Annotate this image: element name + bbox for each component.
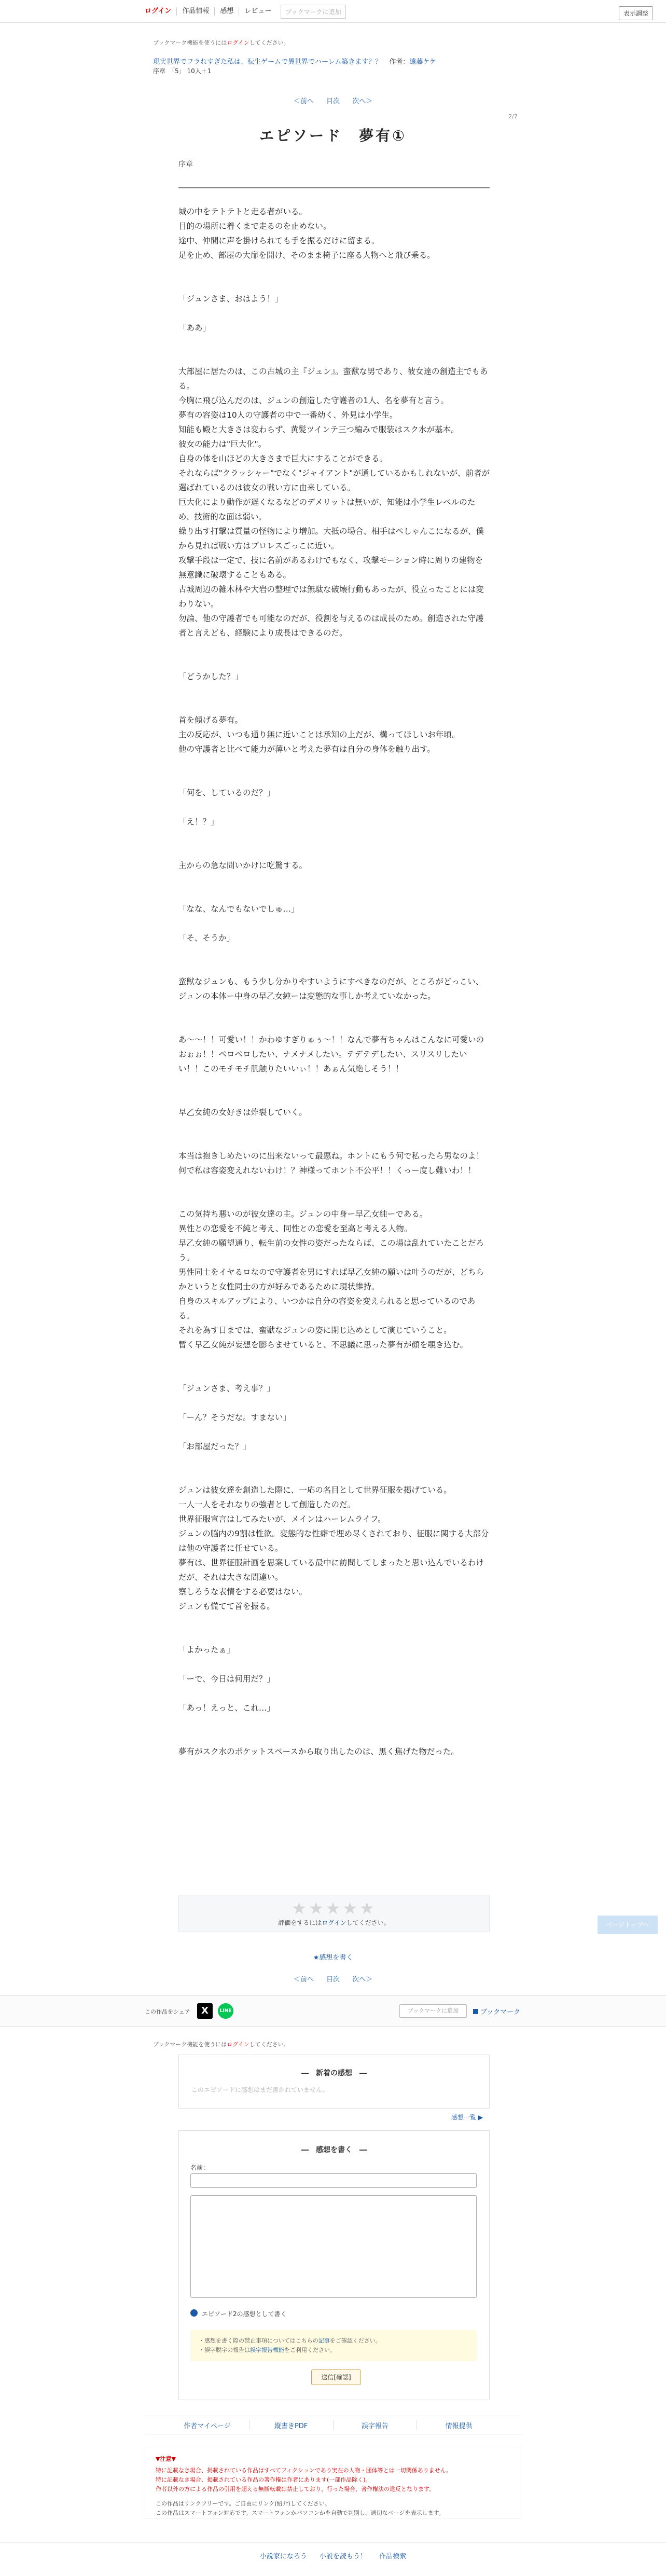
novel-line bbox=[178, 1367, 490, 1381]
novel-line: 暫く早乙女純が妄想を膨らませていると、不思議に思った夢有が顔を覗き込む。 bbox=[178, 1340, 468, 1349]
novel-line: 「ジュンさま、おはよう！」 bbox=[178, 294, 283, 304]
novel-line: 早乙女純の女好きは炸裂していく。 bbox=[178, 1108, 307, 1117]
novel-line: 知能も殿と大きさは変わらず、黄髪ツインテ三つ編みで服装はスク水が基本。 bbox=[178, 425, 459, 434]
header-inner bbox=[145, 4, 653, 20]
nav-work-info[interactable]: 作品情報 bbox=[177, 7, 215, 16]
bookmark-add-button[interactable]: ブックマークに追加 bbox=[399, 2004, 467, 2018]
caution-info-line: この作品はリンクフリーです。ご自由にリンク(紹介)してください。 bbox=[156, 2500, 330, 2507]
novel-line bbox=[178, 945, 490, 960]
novel-line bbox=[178, 887, 490, 902]
novel-line bbox=[178, 1134, 490, 1149]
bookmark-note-login-link-bottom[interactable]: ログイン bbox=[227, 2041, 249, 2048]
novel-line: 男性同士をイヤるロなので守護者を男にすれば早乙女純の願いは叶うのだが、どちらかというと女性同士の方が好みであるために現状維持。 bbox=[178, 1268, 484, 1291]
novel-line bbox=[178, 335, 490, 350]
series-title-link[interactable]: 現実世界でフラれすぎた私は、転生ゲームで異世界でハーレム築きます？？ bbox=[153, 58, 382, 66]
novel-line: あ〜〜！！可愛い！！かわゆすぎりゅぅ〜！！なんで夢有ちゃんはこんなに可愛いのおぉぉ！！ペロペロしたい、ナメナメしたい。テデテデしたい、スリスリしたいい！！このモチモチ肌触りたいいぃ！！あぁん気絶しそう！！ bbox=[178, 1035, 484, 1073]
novel-line bbox=[178, 1628, 490, 1643]
chapter-label: 序章 bbox=[178, 160, 193, 169]
novel-line: 「え！？」 bbox=[178, 817, 219, 826]
bookmark-icon bbox=[473, 2009, 478, 2014]
episode-title: エピソード 夢有① bbox=[259, 127, 407, 144]
title-divider bbox=[178, 187, 490, 188]
notice-line-2 bbox=[199, 2346, 468, 2355]
rating-box bbox=[178, 1895, 490, 1932]
caution-info-line: この作品はスマートフォン対応です。スマートフォンかパソコンかを自動で判別し、適切なページを表示します。 bbox=[156, 2510, 445, 2516]
novel-line: 主の反応が、いつも通り無に近いことは承知の上だが、構ってほしいお年頃。 bbox=[178, 730, 460, 739]
bookmark-note-suffix: してください。 bbox=[249, 39, 289, 46]
line-share-icon[interactable]: LINE bbox=[218, 2003, 233, 2019]
novel-line: 本当は抱きしめたいのに出来ないって最悪ね。ホントにもう何で私ったら男なのよ！何で私は容姿変えれないわけ！？神様ってホント不公平！！くっー度し難いわ！！ bbox=[178, 1151, 484, 1175]
novel-line bbox=[178, 1454, 490, 1468]
notice-2-prefix: ・誤字脱字の報告は bbox=[199, 2347, 250, 2353]
novel-line: 城の中をテトテトと走る者がいる。 bbox=[178, 207, 308, 216]
novel-line: 「ーで、今日は何用だ？」 bbox=[178, 1674, 275, 1684]
notice-line-1 bbox=[199, 2336, 468, 2346]
prev-link-bottom[interactable]: ＜前へ bbox=[293, 1976, 314, 1983]
novel-line: 世界征服宣言はしてみたいが、メインはハーレムライフ。 bbox=[178, 1514, 386, 1524]
rating-stars[interactable]: ★★★★★ bbox=[292, 1898, 377, 1918]
notice-1-suffix: をご確認ください。 bbox=[329, 2337, 381, 2344]
name-input[interactable] bbox=[190, 2173, 477, 2188]
review-form-title: ― 感想を書く ― bbox=[301, 2146, 367, 2154]
new-impressions-empty: このエピソードに感想はまだ書かれていません。 bbox=[191, 2086, 329, 2093]
vertical-pdf-link[interactable]: 縦書きPDF bbox=[249, 2420, 334, 2430]
novel-line: 「お部屋だった？」 bbox=[178, 1442, 251, 1451]
nav-impressions[interactable]: 感想 bbox=[215, 7, 239, 16]
bookmark-note-login-link[interactable]: ログイン bbox=[227, 39, 249, 46]
next-link-bottom[interactable]: 次へ＞ bbox=[352, 1976, 373, 1983]
display-settings-button[interactable]: 表示調整 bbox=[619, 6, 653, 20]
share-bar bbox=[0, 1995, 666, 2027]
top-pager bbox=[0, 95, 666, 105]
name-label: 名前： bbox=[190, 2164, 210, 2171]
notice-2-suffix: をご利用ください。 bbox=[284, 2347, 336, 2353]
caution-head: ▼注意▼ bbox=[156, 2456, 176, 2462]
review-body-textarea[interactable] bbox=[190, 2195, 477, 2298]
info-report-link[interactable]: 情報提供 bbox=[445, 2422, 473, 2430]
novel-line bbox=[178, 1614, 490, 1628]
rating-login-link[interactable]: ログイン bbox=[322, 1919, 346, 1926]
novel-line: 彼女の能力は"巨大化"。 bbox=[178, 439, 267, 449]
site-header bbox=[0, 0, 666, 23]
novel-line: 夢有は、世界征服計画を思案している最中に訪問してしまったと思い込んでいるわけだが、それは大きな間違い。 bbox=[178, 1558, 484, 1582]
novel-line bbox=[178, 1396, 490, 1410]
prev-link[interactable]: ＜前へ bbox=[293, 98, 314, 105]
series-title-row bbox=[153, 56, 436, 66]
episode-review-radio[interactable] bbox=[190, 2309, 198, 2317]
bookmark-note-prefix-bottom: ブックマーク機能を使うには bbox=[153, 2041, 227, 2048]
novel-line: 自身のスキルアップにより、いつかは自分の容姿を変えられると思っているのである。 bbox=[178, 1297, 476, 1320]
novel-line bbox=[178, 1425, 490, 1439]
caution-line: 特に記載なき場合、掲載されている作品はすべてフィクションであり実在の人物・団体等とは一切関係ありません。 bbox=[156, 2467, 452, 2474]
novel-line bbox=[178, 1730, 490, 1744]
novel-line bbox=[178, 684, 490, 698]
novel-line: 夢有の容姿は10人の守護者の中で一番幼く、外見は小学生。 bbox=[178, 410, 398, 420]
novel-line bbox=[178, 1120, 490, 1134]
bookmark-link-label: ブックマーク bbox=[480, 2008, 521, 2016]
novel-line bbox=[178, 655, 490, 669]
novel-line: 攻撃手段は一定で、技に名前があるわけでもなく、攻撃モーション時に周りの建物を無意識に破壊することもある。 bbox=[178, 556, 483, 580]
novel-line bbox=[178, 1657, 490, 1672]
novel-line: 「ああ」 bbox=[178, 323, 211, 333]
novel-line: ジュンの脳内の9割は性欲。変態的な性癖で埋め尽くされており、征服に関する大部分は他の守護者に任せている。 bbox=[178, 1529, 489, 1553]
novel-line: 蛮獣なジュンも、もう少し分かりやすいようにすべきなのだが、ところがどっこい、ジュンの本体ー中身の早乙女純ーは変態的な事しか考えていなかった。 bbox=[178, 977, 484, 1001]
bookmark-login-note-bottom bbox=[153, 2040, 289, 2048]
novel-line: それならば"クラッシャー"でなく"ジャイアント"が通しているかもしれないが、前者が選ばれているのは彼女の戦い方に由来している。 bbox=[178, 469, 490, 492]
new-impressions-box bbox=[178, 2055, 490, 2109]
novel-line: 巨大化により動作が遅くなるなどのデメリットは無いが、知能は小学生レベルのため、技術的な面は弱い。 bbox=[178, 498, 476, 521]
novel-line: 「ーん？そうだな。すまない」 bbox=[178, 1413, 292, 1422]
bookmark-add-disabled-button[interactable]: ブックマークに追加 bbox=[281, 5, 345, 19]
rating-login-note bbox=[179, 1918, 489, 1927]
toc-link[interactable]: 目次 bbox=[326, 98, 340, 105]
novel-line: 大部屋に居たのは、この古城の主『ジュン』。蛮獣な男であり、彼女達の創造主でもある。 bbox=[178, 367, 488, 391]
novel-line bbox=[178, 1091, 490, 1105]
novel-line bbox=[178, 873, 490, 887]
novel-line: 目的の場所に着くまで走るのを止めない。 bbox=[178, 222, 331, 231]
novel-line: 繰り出す打撃は質量の怪物により増加。大抵の場合、相手はペしゃんこになるが、僕から見れば戦い方はプロレスごっこに近い。 bbox=[178, 527, 484, 550]
author-link[interactable]: 遠藤ケケ bbox=[409, 58, 436, 66]
novel-line bbox=[178, 829, 490, 844]
novel-line: 今胸に飛び込んだのは、ジュンの創造した守護者の1人、名を夢有と言う。 bbox=[178, 396, 449, 405]
bookmark-login-note bbox=[153, 38, 289, 47]
new-impressions-title: ― 新着の感想 ― bbox=[301, 2069, 367, 2077]
typo-report-link[interactable]: 誤字報告機能 bbox=[250, 2347, 284, 2353]
novel-line bbox=[178, 1003, 490, 1018]
rating-note-suffix: してください。 bbox=[346, 1919, 390, 1926]
rating-note-prefix: 評価をするには bbox=[278, 1919, 322, 1926]
yomou-link[interactable]: 小説を読もう！ bbox=[319, 2553, 367, 2560]
novel-line: 主からの急な問いかけに吃驚する。 bbox=[178, 861, 308, 870]
novel-line bbox=[178, 800, 490, 815]
novel-line bbox=[178, 306, 490, 321]
novel-line bbox=[178, 698, 490, 713]
caution-line: 作者以外の方による作品の引用を超える無断転載は禁止しており、行った場合、著作権法の違反となります。 bbox=[156, 2486, 435, 2492]
header-nav bbox=[145, 4, 653, 19]
novel-line bbox=[178, 1076, 490, 1091]
novel-line bbox=[178, 277, 490, 292]
novel-line: 早乙女純の願望通り、転生前の女性の姿だったならば、この場は乱れていたことだろう。 bbox=[178, 1238, 484, 1262]
bottom-pager bbox=[0, 1974, 666, 1983]
novel-line: 首を傾げる夢有。 bbox=[178, 715, 243, 725]
novel-line: 「ジュンさま、考え事？」 bbox=[178, 1384, 275, 1393]
novel-line: 他の守護者と比べて能力が薄いと考えた夢有は自分の身体を触り出す。 bbox=[178, 745, 435, 754]
novel-line bbox=[178, 771, 490, 786]
novel-line bbox=[178, 1686, 490, 1701]
notice-article-link[interactable]: 記事 bbox=[318, 2337, 330, 2344]
next-link[interactable]: 次へ＞ bbox=[352, 98, 373, 105]
novel-line: 「どうかした？」 bbox=[178, 672, 243, 681]
bottom-divider bbox=[0, 2542, 666, 2543]
caution-box bbox=[145, 2446, 521, 2518]
episode-review-label: エピソード2の感想として書く bbox=[202, 2310, 287, 2318]
novel-line: それを為す日までは、蛮獣なジュンの姿に閉じ込めとして演じていうこと。 bbox=[178, 1326, 452, 1335]
page-number: 2/7 bbox=[508, 113, 518, 120]
novel-line: 足を止め、部屋の大扉を開け、そのまま椅子に座る人物へと飛び乗る。 bbox=[178, 251, 435, 260]
novel-line: 自身の体を山ほどの大きさまで巨大にすることができる。 bbox=[178, 454, 388, 463]
novel-line bbox=[178, 350, 490, 364]
novel-line bbox=[178, 1468, 490, 1483]
typo-report-footer-link[interactable]: 誤字報告 bbox=[334, 2420, 418, 2430]
novel-body bbox=[178, 204, 490, 1759]
review-form bbox=[178, 2130, 490, 2400]
author-label: 作者： bbox=[389, 58, 410, 66]
bookmark-note-suffix-bottom: してください。 bbox=[249, 2041, 289, 2048]
bookmark-link[interactable] bbox=[473, 2006, 520, 2016]
novel-line: 「あっ！えっと、これ…」 bbox=[178, 1703, 275, 1713]
novel-line: 一人一人をそれなりの強者として創造したのだ。 bbox=[178, 1500, 356, 1509]
footer-links bbox=[145, 2416, 521, 2434]
notice-1-prefix: ・感想を書く際の禁止事項についてはこちらの bbox=[199, 2337, 318, 2344]
novel-line: 察しろうな表情をする必要はない。 bbox=[178, 1587, 308, 1596]
novel-line bbox=[178, 756, 490, 771]
novel-line bbox=[178, 1192, 490, 1207]
novel-line bbox=[178, 1178, 490, 1192]
review-notice bbox=[190, 2330, 477, 2361]
novel-line: 「何を、しているのだ？」 bbox=[178, 788, 275, 797]
novel-line: 「よかったぁ」 bbox=[178, 1645, 235, 1655]
novel-line: 夢有がスク水のポケットスペースから取り出したのは、黒く焦げた物だった。 bbox=[178, 1747, 459, 1756]
narou-link[interactable]: 小説家になろう bbox=[259, 2553, 307, 2560]
novel-line: この気持ち悪いのが彼女達の主。ジュンの中身ー早乙女純ーである。 bbox=[178, 1209, 428, 1219]
novel-line: 異性との恋愛を不純と考え、同性との恋愛を至高と考える人物。 bbox=[178, 1224, 412, 1233]
nav-reviews[interactable]: レビュー bbox=[244, 7, 272, 15]
novel-line bbox=[178, 916, 490, 931]
novel-line: 古城周辺の雑木林や大岩の整理では無駄な破壊行動もあったが、役立ったことには変わりない。 bbox=[178, 585, 484, 609]
novel-line bbox=[178, 1352, 490, 1367]
novel-line bbox=[178, 640, 490, 655]
novel-line: 勿論、他の守護者でも可能なのだが、役割を与えるのは成長のため。創造された守護者と言えども、経験により成長はできるのだ。 bbox=[178, 614, 484, 638]
novel-line: 途中、仲間に声を掛けられても手を振るだけに留まる。 bbox=[178, 236, 380, 245]
novel-line bbox=[178, 263, 490, 277]
novel-line: 「そ、そうか」 bbox=[178, 933, 235, 943]
share-label: この作品をシェア bbox=[145, 2008, 190, 2015]
novel-line bbox=[178, 1018, 490, 1032]
chapter-info: 序章 「5」 10人＋1 bbox=[153, 67, 212, 75]
toc-link-bottom[interactable]: 目次 bbox=[326, 1976, 340, 1983]
novel-line: ジュンは彼女達を創造した際に、一応の名目として世界征服を掲げている。 bbox=[178, 1485, 452, 1495]
caution-line: 特に記載なき場合、掲載されている作品の著作権は作者にあります(一部作品除く)。 bbox=[156, 2476, 371, 2483]
bottom-links bbox=[0, 2551, 666, 2560]
login-link[interactable]: ログイン bbox=[145, 7, 177, 16]
bookmark-note-prefix: ブックマーク機能を使うには bbox=[153, 39, 227, 46]
novel-line bbox=[178, 844, 490, 858]
novel-line: ジュンも慌てて首を振る。 bbox=[178, 1602, 275, 1611]
author-mypage-link[interactable]: 作者マイページ bbox=[165, 2420, 249, 2430]
impressions-list-link[interactable]: 感想一覧 ▶ bbox=[451, 2114, 483, 2121]
novel-line bbox=[178, 960, 490, 974]
page-top-button[interactable]: ページトップへ bbox=[598, 1916, 658, 1934]
submit-review-button[interactable]: 送信[確認] bbox=[311, 2370, 361, 2385]
x-share-icon[interactable]: X bbox=[197, 2003, 213, 2019]
novel-line: 「なな、なんでもないでしゅ…」 bbox=[178, 904, 299, 914]
search-link[interactable]: 作品検索 bbox=[379, 2553, 407, 2560]
write-review-link[interactable]: ★感想を書く bbox=[313, 1954, 353, 1962]
novel-line bbox=[178, 1715, 490, 1730]
